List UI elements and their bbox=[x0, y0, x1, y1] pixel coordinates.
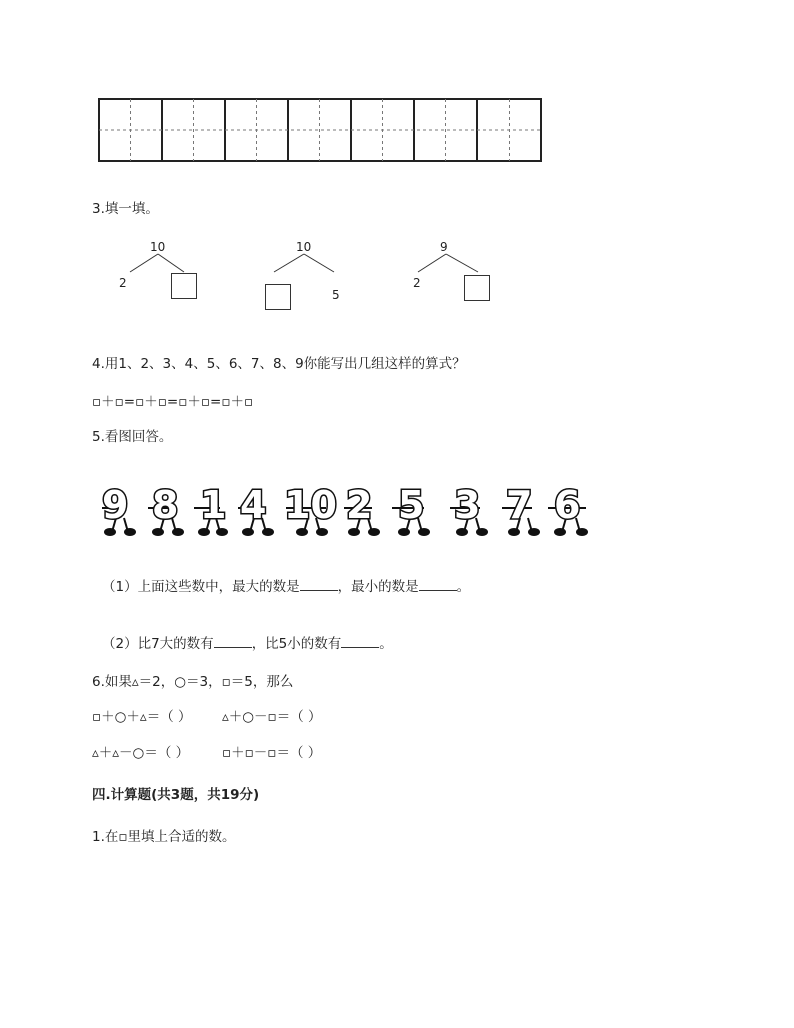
tree-2-right: 5 bbox=[332, 288, 340, 302]
tree-2-top: 10 bbox=[296, 240, 312, 254]
q5-sub1-mid: ，最小的数是 bbox=[337, 579, 419, 595]
q5-sub2 bbox=[102, 633, 393, 653]
q5-sub1-blank-min[interactable] bbox=[419, 576, 457, 591]
number-tree-1 bbox=[110, 238, 200, 308]
tree-3-top: 9 bbox=[440, 240, 448, 254]
section4-title: 四.计算题(共3题，共19分) bbox=[92, 787, 260, 803]
q6-row2-b: ▫＋▫－▫＝（ ） bbox=[222, 745, 322, 761]
figure-1: 1 bbox=[200, 483, 227, 527]
q5-sub1-end: 。 bbox=[456, 579, 471, 595]
number-tree-3 bbox=[410, 238, 500, 308]
q5-sub2-end: 。 bbox=[379, 636, 393, 652]
q5-sub1-blank-max[interactable] bbox=[300, 576, 338, 591]
q5-title: 5.看图回答。 bbox=[92, 429, 173, 445]
q5-sub2-blank-greater[interactable] bbox=[214, 633, 252, 648]
q6-title: 6.如果▵＝2，○＝3，▫＝5，那么 bbox=[92, 674, 294, 690]
tree-1-answer-box[interactable] bbox=[171, 273, 197, 299]
q6-row1-b: ▵＋○－▫＝（ ） bbox=[222, 709, 322, 725]
tree-3-answer-box[interactable] bbox=[464, 275, 490, 301]
figure-3: 3 bbox=[454, 483, 481, 527]
q4-title: 4.用1、2、3、4、5、6、7、8、9你能写出几组这样的算式？ bbox=[92, 356, 466, 372]
figure-6: 6 bbox=[554, 483, 581, 527]
number-figures-image bbox=[100, 474, 592, 544]
q4-formula: ▫＋▫=▫＋▫=▫＋▫=▫＋▫ bbox=[92, 394, 254, 410]
number-tree-2 bbox=[262, 238, 352, 313]
figure-5: 5 bbox=[398, 483, 425, 527]
section4-q1: 1.在▫里填上合适的数。 bbox=[92, 829, 236, 845]
q5-sub2-mid: ，比5小的数有 bbox=[251, 636, 342, 652]
figure-2: 2 bbox=[346, 483, 373, 527]
q6-row2-a: ▵＋▵－○＝（ ） bbox=[92, 745, 190, 761]
q6-row1-a: ▫＋○＋▵＝（ ） bbox=[92, 709, 192, 725]
tree-1-top: 10 bbox=[150, 240, 166, 254]
tree-2-answer-box[interactable] bbox=[265, 284, 291, 310]
q3-title: 3.填一填。 bbox=[92, 201, 159, 217]
figure-10: 10 bbox=[284, 483, 337, 527]
q5-sub1-prefix: （1）上面这些数中，最大的数是 bbox=[102, 579, 300, 595]
writing-grid bbox=[98, 98, 542, 162]
tree-1-left: 2 bbox=[119, 276, 127, 290]
q5-sub2-blank-less[interactable] bbox=[341, 633, 379, 648]
figure-4: 4 bbox=[240, 483, 267, 527]
figure-9: 9 bbox=[102, 483, 129, 527]
q5-sub1 bbox=[102, 576, 470, 596]
figure-7: 7 bbox=[506, 483, 533, 527]
q5-sub2-prefix: （2）比7大的数有 bbox=[102, 636, 214, 652]
figure-8: 8 bbox=[152, 483, 179, 527]
tree-3-left: 2 bbox=[413, 276, 421, 290]
